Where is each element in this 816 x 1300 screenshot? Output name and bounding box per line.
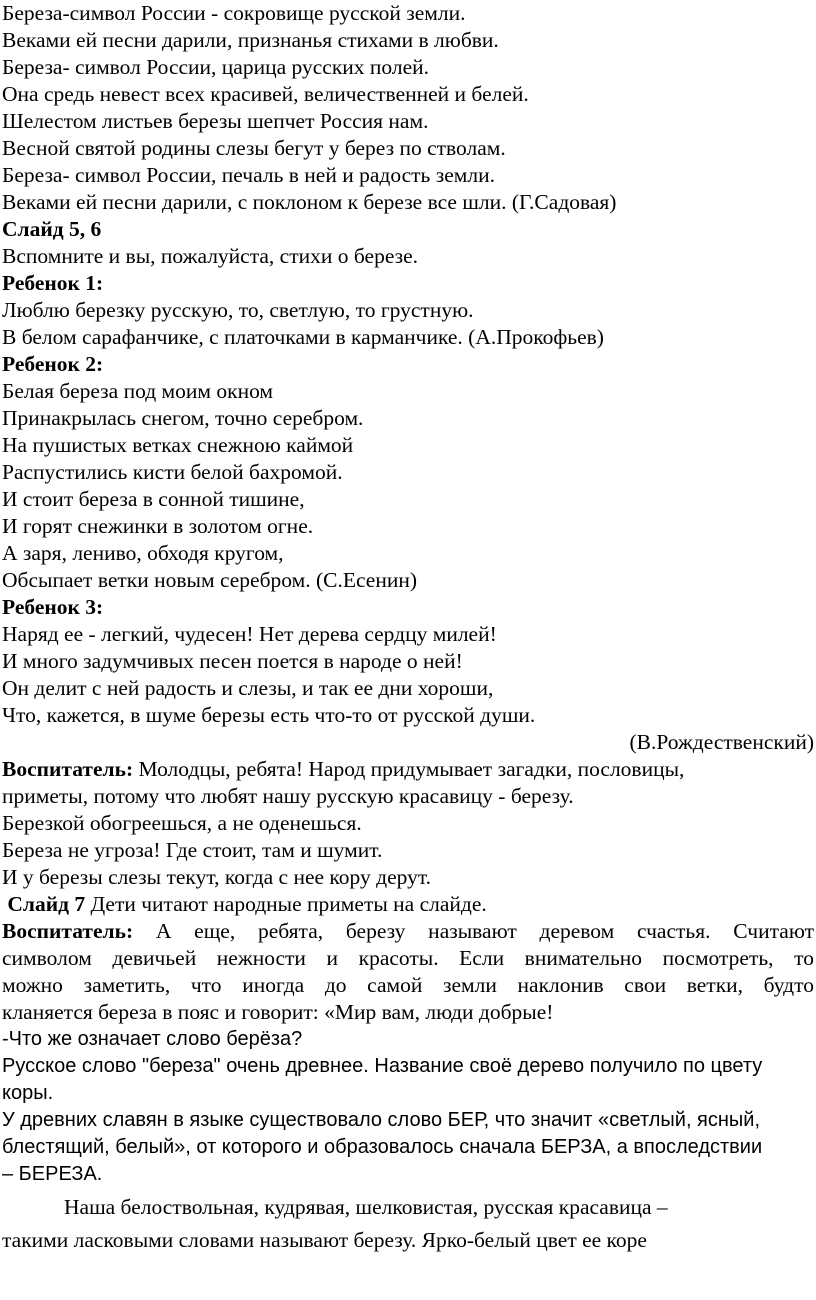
- explain-2-line: блестящий, белый», от которого и образовалось сначала БЕРЗА, а впоследствии: [2, 1136, 763, 1158]
- child-2-line: И стоит береза в сонной тишине,: [2, 487, 305, 511]
- proverb: Березкой обогреешься, а не оденешься.: [2, 811, 362, 835]
- child-3-author: (В.Рождественский): [629, 730, 814, 754]
- teacher-2-line-1: [2, 918, 814, 945]
- proverb: Береза не угроза! Где стоит, там и шумит.: [2, 838, 383, 862]
- child-3-line: Он делит с ней радость и слезы, и так ее дни хороши,: [2, 676, 494, 700]
- poem-sadovaya: [2, 0, 814, 216]
- child-2-label: Ребенок 2:: [2, 352, 104, 376]
- closing-line: Наша белоствольная, кудрявая, шелковистая, русская красавица –: [64, 1195, 668, 1219]
- poem-line: Она средь невест всех красивей, величественней и белей.: [2, 82, 529, 106]
- child-2-line: На пушистых ветках снежною каймой: [2, 433, 354, 457]
- poem-line: Весной святой родины слезы бегут у берез по стволам.: [2, 136, 506, 160]
- child-2-line: Белая береза под моим окном: [2, 379, 274, 403]
- explain-2-line: У древних славян в языке существовало слово БЕР, что значит «светлый, ясный,: [2, 1109, 761, 1131]
- child-2-line: Принакрылась снегом, точно серебром.: [2, 406, 364, 430]
- prompt-text: Вспомните и вы, пожалуйста, стихи о березе.: [2, 244, 419, 268]
- child-1-line: Люблю березку русскую, то, светлую, то грустную.: [2, 298, 474, 322]
- slide-7-text: Дети читают народные приметы на слайде.: [85, 892, 487, 916]
- teacher-label: Воспитатель:: [2, 757, 134, 781]
- explain-1-line: коры.: [2, 1082, 54, 1104]
- teacher-2-line-4: кланяется береза в пояс и говорит: «Мир вам, люди добрые!: [2, 1000, 554, 1024]
- teacher-label: Воспитатель:: [2, 919, 134, 943]
- teacher-2-text: А еще, ребята, березу называют деревом счастья. Считают: [133, 919, 814, 943]
- proverb: И у березы слезы текут, когда с нее кору дерут.: [2, 865, 431, 889]
- child-2-line: Обсыпает ветки новым серебром. (С.Есенин): [2, 568, 417, 592]
- child-2-line: А заря, лениво, обходя кругом,: [2, 541, 284, 565]
- poem-line: Шелестом листьев березы шепчет Россия нам.: [2, 109, 429, 133]
- question-line: -Что же означает слово берёза?: [2, 1028, 303, 1050]
- child-3-line: Что, кажется, в шуме березы есть что-то от русской души.: [2, 703, 536, 727]
- teacher-1-line-1: [2, 756, 814, 783]
- poem-line: Береза- символ России, печаль в ней и радость земли.: [2, 163, 495, 187]
- child-1-label: Ребенок 1:: [2, 271, 104, 295]
- child-2-line: Распустились кисти белой бахромой.: [2, 460, 343, 484]
- slide-7-line: [2, 891, 814, 918]
- poem-line: Веками ей песни дарили, признанья стихами в любви.: [2, 28, 499, 52]
- teacher-1-line-2: приметы, потому что любят нашу русскую красавицу - березу.: [2, 784, 574, 808]
- child-1-line: В белом сарафанчике, с платочками в карманчике. (А.Прокофьев): [2, 325, 604, 349]
- explain-2-line: – БЕРЕЗА.: [2, 1163, 103, 1185]
- document-page: [2, 0, 814, 1254]
- closing-line: такими ласковыми словами называют березу. Ярко-белый цвет ее коре: [2, 1228, 647, 1252]
- poem-line: Береза-символ России - сокровище русской земли.: [2, 1, 466, 25]
- slide-7-label: Слайд 7: [7, 892, 86, 916]
- teacher-1-text: Молодцы, ребята! Народ придумывает загадки, пословицы,: [133, 757, 685, 781]
- poem-line: Веками ей песни дарили, с поклоном к березе все шли. (Г.Садовая): [2, 190, 617, 214]
- child-2-line: И горят снежинки в золотом огне.: [2, 514, 314, 538]
- child-3-line: Наряд ее - легкий, чудесен! Нет дерева сердцу милей!: [2, 622, 497, 646]
- child-3-label: Ребенок 3:: [2, 595, 104, 619]
- explain-1-line: Русское слово "береза" очень древнее. Название своё дерево получило по цвету: [2, 1055, 763, 1077]
- child-3-line: И много задумчивых песен поется в народе о ней!: [2, 649, 463, 673]
- poem-line: Береза- символ России, царица русских полей.: [2, 55, 430, 79]
- teacher-2-line-2: символом девичьей нежности и красоты. Если внимательно посмотреть, то: [2, 946, 814, 970]
- teacher-2-line-3: можно заметить, что иногда до самой земли наклонив свои ветки, будто: [2, 973, 814, 997]
- slide-5-6-heading: Слайд 5, 6: [2, 217, 102, 241]
